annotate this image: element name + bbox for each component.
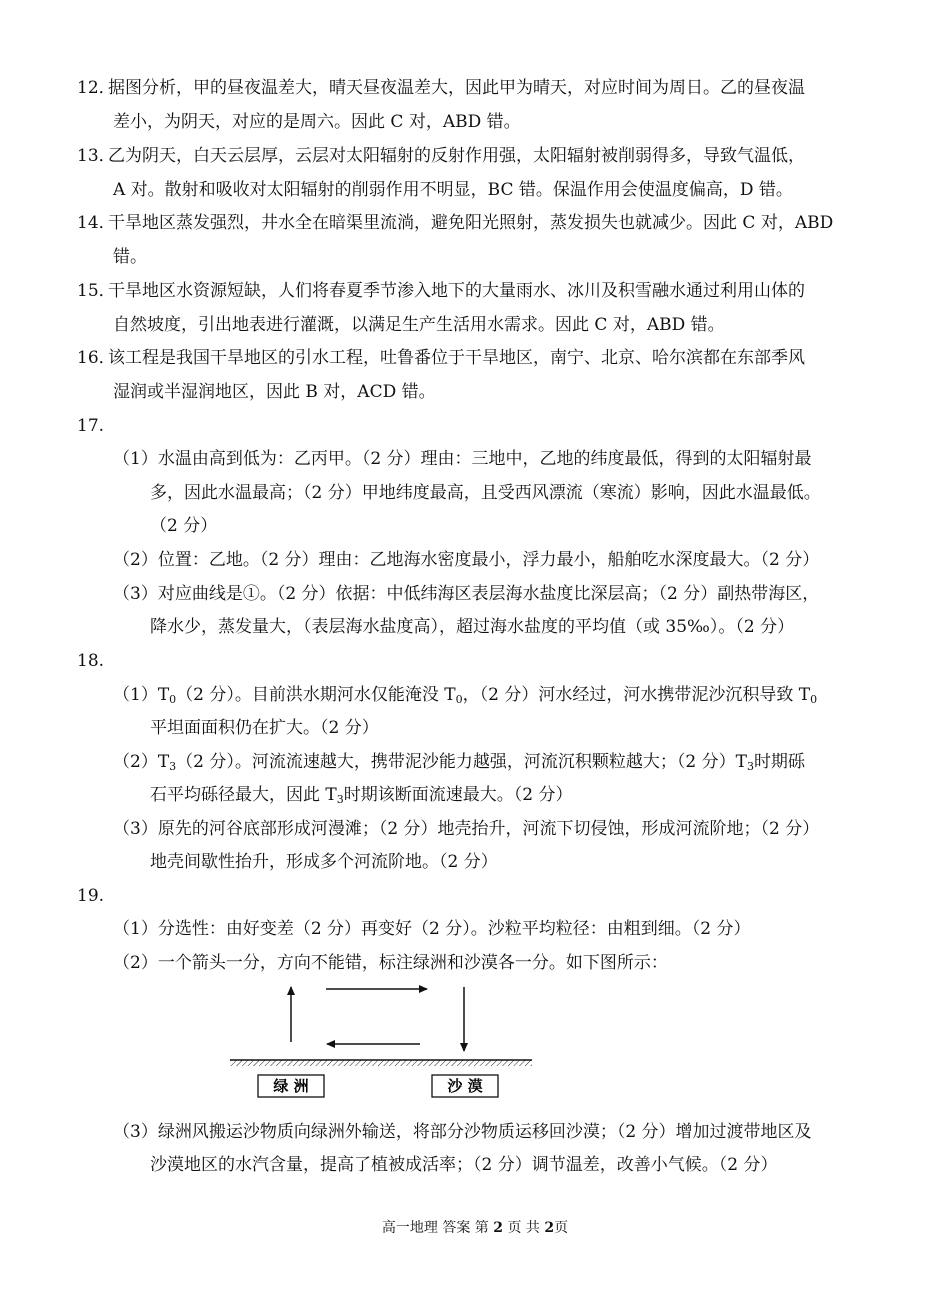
q14-number: 14．: [77, 213, 116, 233]
q17-part1-text-3: （2 分）: [150, 516, 218, 536]
q19-part3-text-1: （3）绿洲风搬运沙物质向绿洲外输送，将部分沙物质运移回沙漠；（2 分）增加过渡带地区及: [113, 1122, 812, 1142]
q16-text-2: 湿润或半湿润地区，因此 B 对，ACD 错。: [113, 382, 436, 402]
desert-label: 沙 漠: [447, 1077, 483, 1095]
q18-part2-seg-c: 时期砾: [753, 752, 805, 772]
footer-text-c: 页: [554, 1220, 569, 1236]
subscript-3: 3: [169, 760, 177, 773]
q18-part3-text-1: （3）原先的河谷底部形成河漫滩；（2 分）地壳抬升，河流下切侵蚀，形成河流阶地；（2 分）: [113, 819, 820, 839]
q15-number: 15．: [77, 281, 116, 301]
q15-text-2: 自然坡度，引出地表进行灌溉，以满足生产生活用水需求。因此 C 对，ABD 错。: [113, 315, 725, 335]
q13-text-1: 乙为阴天，白天云层厚，云层对太阳辐射的反射作用强，太阳辐射被削弱得多，导致气温低，: [108, 146, 805, 166]
q18-part3-text-2: 地壳间歇性抬升，形成多个河流阶地。（2 分）: [150, 852, 498, 872]
q16-text-1: 该工程是我国干旱地区的引水工程，吐鲁番位于干旱地区，南宁、北京、哈尔滨都在东部季风: [108, 348, 805, 368]
ground-surface: [230, 1060, 532, 1066]
subscript-0: 0: [455, 693, 463, 706]
q19-part1-text-1: （1）分选性：由好变差（2 分）再变好（2 分）。沙粒平均粒径：由粗到细。（2 分）: [113, 919, 751, 939]
q13-number: 13．: [77, 146, 116, 166]
q18-part1-text-2: 平坦面面积仍在扩大。（2 分）: [150, 718, 379, 738]
footer-text-b: 页 共: [503, 1220, 545, 1236]
q14-text-1: 干旱地区蒸发强烈，井水全在暗渠里流淌，避免阳光照射，蒸发损失也就减少。因此 C 对，ABD: [108, 213, 834, 233]
q17-part1-text-1: （1）水温由高到低为：乙丙甲。（2 分）理由：三地中，乙地的纬度最低，得到的太阳辐射最: [113, 449, 812, 469]
subscript-0: 0: [810, 693, 818, 706]
q18-part2-seg-a: （2）T: [113, 752, 170, 772]
q19-part2-text-1: （2）一个箭头一分，方向不能错，标注绿洲和沙漠各一分。如下图所示：: [113, 953, 668, 973]
q18-part1-seg-b: （2 分）。目前洪水期河水仅能淹没 T: [176, 685, 456, 705]
subscript-3: 3: [336, 793, 344, 806]
q19-part3-text-2: 沙漠地区的水汽含量，提高了植被成活率；（2 分）调节温差，改善小气候。（2 分）: [150, 1155, 778, 1175]
footer-total-pages: 2: [544, 1220, 555, 1236]
q18-part2-text-1: [113, 745, 805, 779]
q14-text-2: 错。: [113, 247, 147, 267]
q18-part2-seg-b: （2 分）。河流流速越大，携带泥沙能力越强，河流沉积颗粒越大；（2 分）T: [176, 752, 747, 772]
oasis-label: 绿 洲: [273, 1077, 309, 1095]
q15-text-1: 干旱地区水资源短缺，人们将春夏季节渗入地下的大量雨水、冰川及积雪融水通过利用山体的: [108, 281, 805, 301]
q13-text-2: A 对。散射和吸收对太阳辐射的削弱作用不明显，BC 错。保温作用会使温度偏高，D 错。: [113, 180, 793, 200]
subscript-0: 0: [169, 693, 177, 706]
q17-part3-text-1: （3）对应曲线是①。（2 分）依据：中低纬海区表层海水盐度比深层高；（2 分）副热带海区，: [113, 584, 820, 604]
q17-number: 17.: [77, 416, 105, 436]
subscript-3: 3: [746, 760, 754, 773]
q17-part1-text-2: 多，因此水温最高；（2 分）甲地纬度最高，且受西风漂流（寒流）影响，因此水温最低。: [150, 483, 821, 503]
q12-text-1: 据图分析，甲的昼夜温差大，晴天昼夜温差大，因此甲为晴天，对应时间为周日。乙的昼夜温: [108, 78, 805, 98]
q18-number: 18.: [77, 651, 105, 671]
q12-number: 12．: [77, 78, 116, 98]
q18-part1-text-1: [113, 678, 817, 712]
q17-part2-text-1: （2）位置：乙地。（2 分）理由：乙地海水密度最小，浮力最小，船舶吃水深度最大。（2 分）: [113, 550, 820, 570]
page-footer: [0, 1218, 950, 1238]
q18-part2-text-2: [150, 778, 572, 812]
q17-part3-text-2: 降水少，蒸发量大，（表层海水盐度高），超过海水盐度的平均值（或 35‰）。（2 分）: [150, 617, 795, 637]
footer-page-number: 2: [493, 1220, 503, 1236]
footer-text-a: 高一地理 答案 第: [381, 1220, 494, 1236]
q18-part2-seg-e: 时期该断面流速最大。（2 分）: [343, 785, 573, 805]
q19-number: 19.: [77, 886, 105, 906]
q16-number: 16．: [77, 348, 116, 368]
q18-part2-seg-d: 石平均砾径最大，因此 T: [150, 785, 337, 805]
q12-text-2: 差小，为阴天，对应的是周六。因此 C 对，ABD 错。: [113, 112, 521, 132]
q18-part1-seg-c: ，（2 分）河水经过，河水携带泥沙沉积导致 T: [462, 685, 811, 705]
oasis-desert-circulation-diagram: [228, 978, 538, 1104]
q18-part1-seg-a: （1）T: [113, 685, 170, 705]
